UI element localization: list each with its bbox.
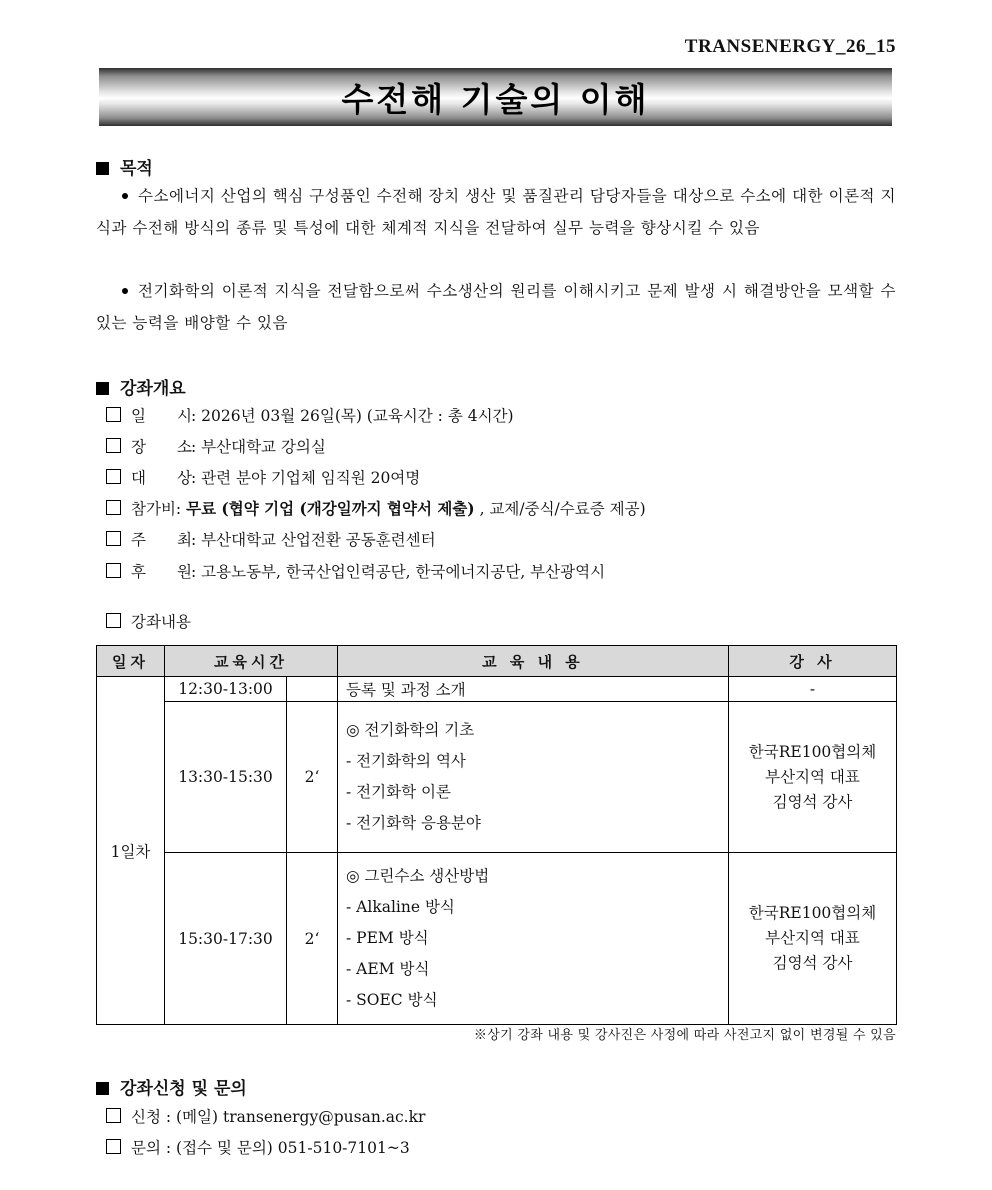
schedule-note: ※상기 강좌 내용 및 강사진은 사정에 따라 사전고지 없이 변경될 수 있음 (473, 1028, 896, 1043)
header-day: 일자 (97, 646, 165, 677)
overview-item-fee: 참가비: 무료 (협약 기업 (개강일까지 협약서 제출) , 교제/중식/수료증 제공) (106, 497, 646, 519)
content-line: - 전기화학 이론 (346, 783, 451, 801)
content-line: ◎ 그린수소 생산방법 (346, 867, 490, 885)
time-cell: 13:30-15:30 (165, 702, 287, 853)
checkbox-icon (106, 563, 121, 578)
schedule-table (96, 645, 897, 1025)
instructor-cell (729, 702, 897, 853)
checkbox-icon (106, 1108, 121, 1123)
page-title: 수전해 기술의 이해 (341, 79, 650, 119)
instructor-line: 김영석 강사 (772, 792, 853, 811)
checkbox-icon (106, 613, 121, 628)
checkbox-icon (106, 500, 121, 515)
overview-item-sponsor: 후 원: 고용노동부, 한국산업인력공단, 한국에너지공단, 부산광역시 (106, 560, 605, 582)
checkbox-icon (106, 531, 121, 546)
time-cell: 15:30-17:30 (165, 853, 287, 1025)
instructor-line: 한국RE100협의체 (748, 904, 877, 922)
time-cell: 12:30-13:00 (165, 677, 287, 702)
content-cell (338, 702, 729, 853)
overview-item-place: 장 소: 부산대학교 강의실 (106, 435, 326, 457)
bullet-icon (122, 193, 128, 199)
header-content: 교 육 내 용 (338, 646, 729, 677)
square-bullet-icon (96, 382, 109, 395)
day-cell: 1일차 (97, 677, 165, 1025)
purpose-paragraph-1: 수소에너지 산업의 핵심 구성품인 수전해 장치 생산 및 품질관리 담당자들을 대상으로 수소에 대한 이론적 지식과 수전해 방식의 종류 및 특성에 대한 체계적 지식을 전달하여 실무 능력을 향상시킬 수 있음 (96, 187, 896, 237)
content-line: - 전기화학의 역사 (346, 752, 466, 770)
header-instructor: 강 사 (729, 646, 897, 677)
instructor-line: 김영석 강사 (772, 954, 853, 972)
instructor-line: 부산지역 대표 (765, 929, 860, 947)
checkbox-icon (106, 438, 121, 453)
overview-item-target: 대 상: 관련 분야 기업체 임직원 20여명 (106, 466, 420, 488)
title-banner (99, 68, 892, 126)
content-line: - Alkaline 방식 (346, 898, 455, 916)
square-bullet-icon (96, 1082, 109, 1095)
table-header-row (97, 646, 897, 677)
bullet-icon (122, 288, 128, 294)
hours-cell: 2‘ (287, 702, 338, 853)
overview-item-date: 일 시: 2026년 03월 26일(목) (교육시간 : 총 4시간) (106, 404, 514, 426)
content-line: - 전기화학 응용분야 (346, 814, 481, 832)
table-row (97, 853, 897, 1025)
content-line: - PEM 방식 (346, 929, 429, 947)
instructor-cell (729, 853, 897, 1025)
table-row (97, 702, 897, 853)
table-row (97, 677, 897, 702)
section-heading-overview: 강좌개요 (96, 374, 186, 399)
header-time: 교육시간 (165, 646, 338, 677)
overview-item-host: 주 최: 부산대학교 산업전환 공동훈련센터 (106, 528, 436, 550)
purpose-paragraph-2: 전기화학의 이론적 지식을 전달함으로써 수소생산의 원리를 이해시키고 문제 발생 시 해결방안을 모색할 수 있는 능력을 배양할 수 있음 (96, 282, 896, 332)
instructor-line: 한국RE100협의체 (748, 742, 877, 761)
apply-item-contact: 문의 : (접수 및 문의) 051-510-7101~3 (106, 1136, 410, 1158)
content-line: - SOEC 방식 (346, 991, 438, 1009)
content-cell: 등록 및 과정 소개 (338, 677, 729, 702)
checkbox-icon (106, 407, 121, 422)
instructor-cell: - (729, 677, 897, 702)
instructor-line: 부산지역 대표 (765, 767, 860, 786)
section-heading-purpose: 목적 (96, 154, 153, 179)
square-bullet-icon (96, 162, 109, 175)
checkbox-icon (106, 469, 121, 484)
apply-item-register: 신청 : (메일) transenergy@pusan.ac.kr (106, 1105, 425, 1127)
section-heading-apply: 강좌신청 및 문의 (96, 1074, 247, 1099)
hours-cell: 2‘ (287, 853, 338, 1025)
content-line: - AEM 방식 (346, 960, 430, 978)
document-code: TRANSENERGY_26_15 (684, 36, 896, 57)
checkbox-icon (106, 1139, 121, 1154)
content-cell (338, 853, 729, 1025)
content-label: 강좌내용 (106, 610, 191, 632)
hours-cell (287, 677, 338, 702)
content-line: ◎ 전기화학의 기초 (346, 721, 475, 739)
